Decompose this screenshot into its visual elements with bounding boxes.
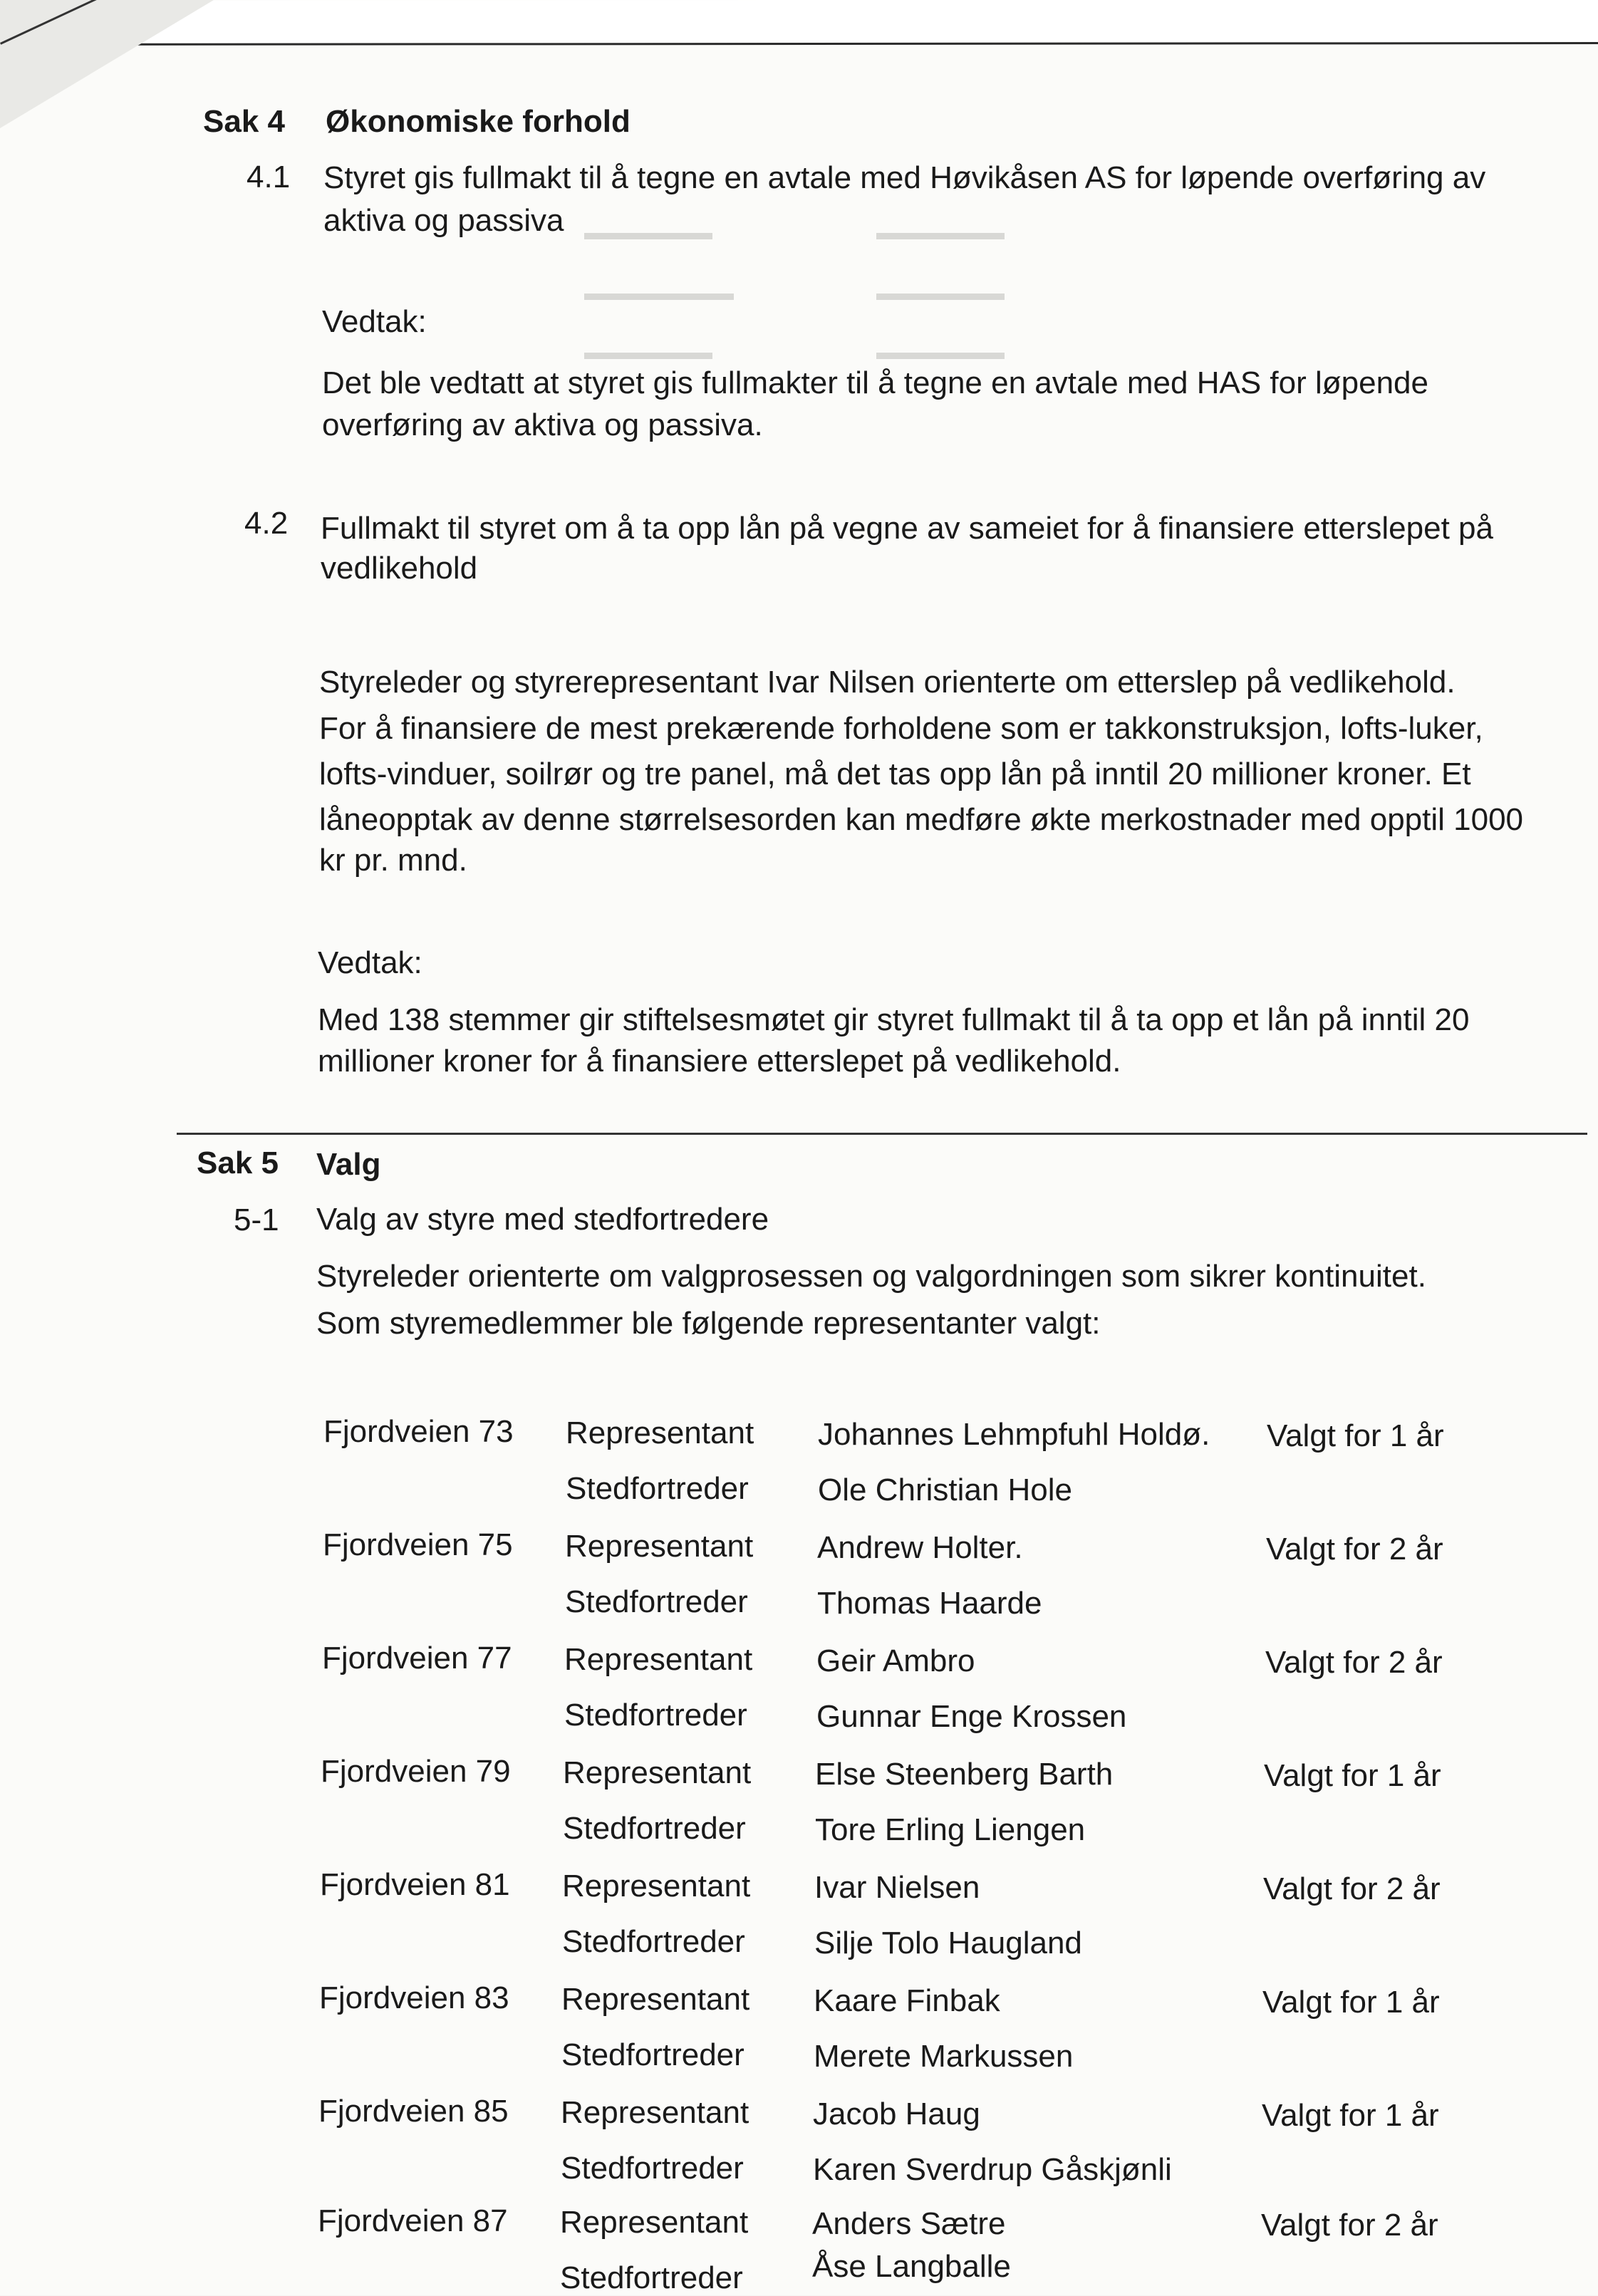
item-4-2-vedtak-label: Vedtak: — [318, 945, 422, 980]
board-term: Valgt for 1 år — [1262, 2098, 1439, 2133]
board-address: Fjordveien 75 — [323, 1527, 513, 1562]
board-sub-name: Gunnar Enge Krossen — [816, 1699, 1127, 1734]
item-4-1-vedtak-line1: Det ble vedtatt at styret gis fullmakter til å tegne en avtale med HAS for løpende — [322, 365, 1428, 400]
board-term: Valgt for 1 år — [1267, 1418, 1444, 1453]
paper-top-edge — [0, 0, 1598, 46]
board-sub-name: Ole Christian Hole — [818, 1472, 1073, 1507]
board-sub-name: Silje Tolo Haugland — [814, 1926, 1082, 1960]
section-divider — [177, 1133, 1587, 1135]
board-rep-name: Geir Ambro — [816, 1643, 975, 1678]
board-address: Fjordveien 87 — [318, 2203, 508, 2238]
board-sub-name: Merete Markussen — [814, 2039, 1074, 2074]
board-rep-name: Else Steenberg Barth — [815, 1757, 1114, 1792]
item-4-2-orient-line5: kr pr. mnd. — [319, 843, 467, 878]
board-rep-name: Johannes Lehmpfuhl Holdø. — [818, 1417, 1210, 1452]
board-rep-name: Andrew Holter. — [817, 1530, 1023, 1565]
board-rep-name: Ivar Nielsen — [814, 1870, 980, 1905]
board-sub-role: Stedfortreder — [561, 2037, 744, 2072]
board-term: Valgt for 2 år — [1263, 1871, 1441, 1906]
board-sub-role: Stedfortreder — [562, 1924, 745, 1959]
item-4-2-orient-line1: Styreleder og styrerepresentant Ivar Nilsen orienterte om etterslep på vedlikehold. — [319, 665, 1456, 700]
board-term: Valgt for 2 år — [1266, 1532, 1443, 1567]
board-address: Fjordveien 79 — [321, 1754, 511, 1789]
sak5-number: Sak 5 — [197, 1146, 279, 1180]
item-4-1-vedtak-line2: overføring av aktiva og passiva. — [322, 407, 763, 442]
item-4-2-vedtak-line1: Med 138 stemmer gir stiftelsesmøtet gir styret fullmakt til å ta opp et lån på inntil 20 — [318, 1002, 1470, 1037]
bleed-through-text: ▬▬▬▬▬▬ — [584, 221, 712, 244]
board-sub-role: Stedfortreder — [563, 1811, 746, 1846]
item-5-1-line2: Som styremedlemmer ble følgende representanter valgt: — [316, 1306, 1101, 1341]
board-sub-role: Stedfortreder — [560, 2260, 743, 2295]
board-sub-name: Tore Erling Liengen — [815, 1812, 1086, 1847]
item-4-2-vedtak-line2: millioner kroner for å finansiere etterslepet på vedlikehold. — [318, 1044, 1121, 1079]
board-term: Valgt for 2 år — [1261, 2208, 1438, 2243]
board-address: Fjordveien 77 — [322, 1641, 512, 1676]
item-4-2-orient-line3: lofts-vinduer, soilrør og tre panel, må det tas opp lån på inntil 20 millioner kroner. Et — [319, 757, 1471, 791]
board-rep-role: Representant — [564, 1642, 753, 1677]
board-sub-name: Thomas Haarde — [817, 1586, 1042, 1621]
board-address: Fjordveien 81 — [320, 1867, 510, 1902]
board-sub-role: Stedfortreder — [566, 1471, 749, 1506]
board-address: Fjordveien 85 — [318, 2094, 509, 2129]
item-4-2-number: 4.2 — [244, 506, 289, 541]
board-sub-role: Stedfortreder — [565, 1584, 748, 1619]
item-4-1-vedtak-label: Vedtak: — [322, 304, 427, 339]
board-sub-role: Stedfortreder — [564, 1698, 747, 1733]
item-4-1-text-line2: aktiva og passiva — [323, 203, 564, 238]
item-4-2-orient-line4: låneopptak av denne størrelsesorden kan medføre økte merkostnader med opptil 1000 — [319, 802, 1524, 837]
item-5-1-title: Valg av styre med stedfortredere — [316, 1202, 769, 1237]
board-rep-role: Representant — [561, 1982, 750, 2017]
folded-corner — [0, 0, 214, 128]
item-4-1-number: 4.1 — [247, 160, 291, 194]
board-rep-role: Representant — [563, 1755, 752, 1790]
bleed-through-text: ▬▬▬▬▬▬ — [584, 341, 712, 364]
bleed-through-text: ▬▬▬▬▬▬ — [876, 341, 1005, 364]
bleed-through-text: ▬▬▬▬▬▬ — [876, 281, 1005, 305]
item-4-2-text-line2: vedlikehold — [321, 551, 478, 586]
board-rep-name: Anders Sætre — [812, 2206, 1006, 2241]
bleed-through-text: ▬▬▬▬▬▬▬ — [584, 281, 734, 305]
item-4-2-text-line1: Fullmakt til styret om å ta opp lån på vegne av sameiet for å finansiere etterslepet på — [321, 511, 1493, 546]
bleed-through-text: ▬▬▬▬▬▬ — [876, 221, 1005, 244]
board-sub-role: Stedfortreder — [561, 2151, 744, 2186]
board-address: Fjordveien 73 — [323, 1414, 514, 1449]
board-rep-role: Representant — [566, 1415, 754, 1450]
board-rep-role: Representant — [565, 1529, 754, 1564]
item-4-2-orient-line2: For å finansiere de mest prekærende forholdene som er takkonstruksjon, lofts-luker, — [319, 711, 1483, 746]
item-5-1-line1: Styreleder orienterte om valgprosessen og valgordningen som sikrer kontinuitet. — [316, 1259, 1426, 1294]
sak5-title: Valg — [316, 1147, 381, 1182]
item-4-1-text-line1: Styret gis fullmakt til å tegne en avtale med Høvikåsen AS for løpende overføring av — [323, 160, 1486, 195]
board-rep-name: Kaare Finbak — [814, 1983, 1000, 2018]
sak4-number: Sak 4 — [203, 104, 285, 139]
board-rep-role: Representant — [562, 1869, 751, 1903]
board-address: Fjordveien 83 — [319, 1980, 509, 2015]
board-rep-role: Representant — [560, 2205, 749, 2240]
board-term: Valgt for 1 år — [1264, 1758, 1441, 1793]
board-rep-role: Representant — [561, 2095, 749, 2130]
board-rep-name: Jacob Haug — [813, 2097, 980, 2131]
board-sub-name: Åse Langballe — [812, 2249, 1011, 2284]
item-5-1-number: 5-1 — [234, 1202, 279, 1237]
sak4-title: Økonomiske forhold — [326, 104, 631, 139]
board-term: Valgt for 1 år — [1262, 1985, 1440, 2020]
board-term: Valgt for 2 år — [1265, 1645, 1443, 1680]
board-sub-name: Karen Sverdrup Gåskjønli — [813, 2152, 1172, 2187]
